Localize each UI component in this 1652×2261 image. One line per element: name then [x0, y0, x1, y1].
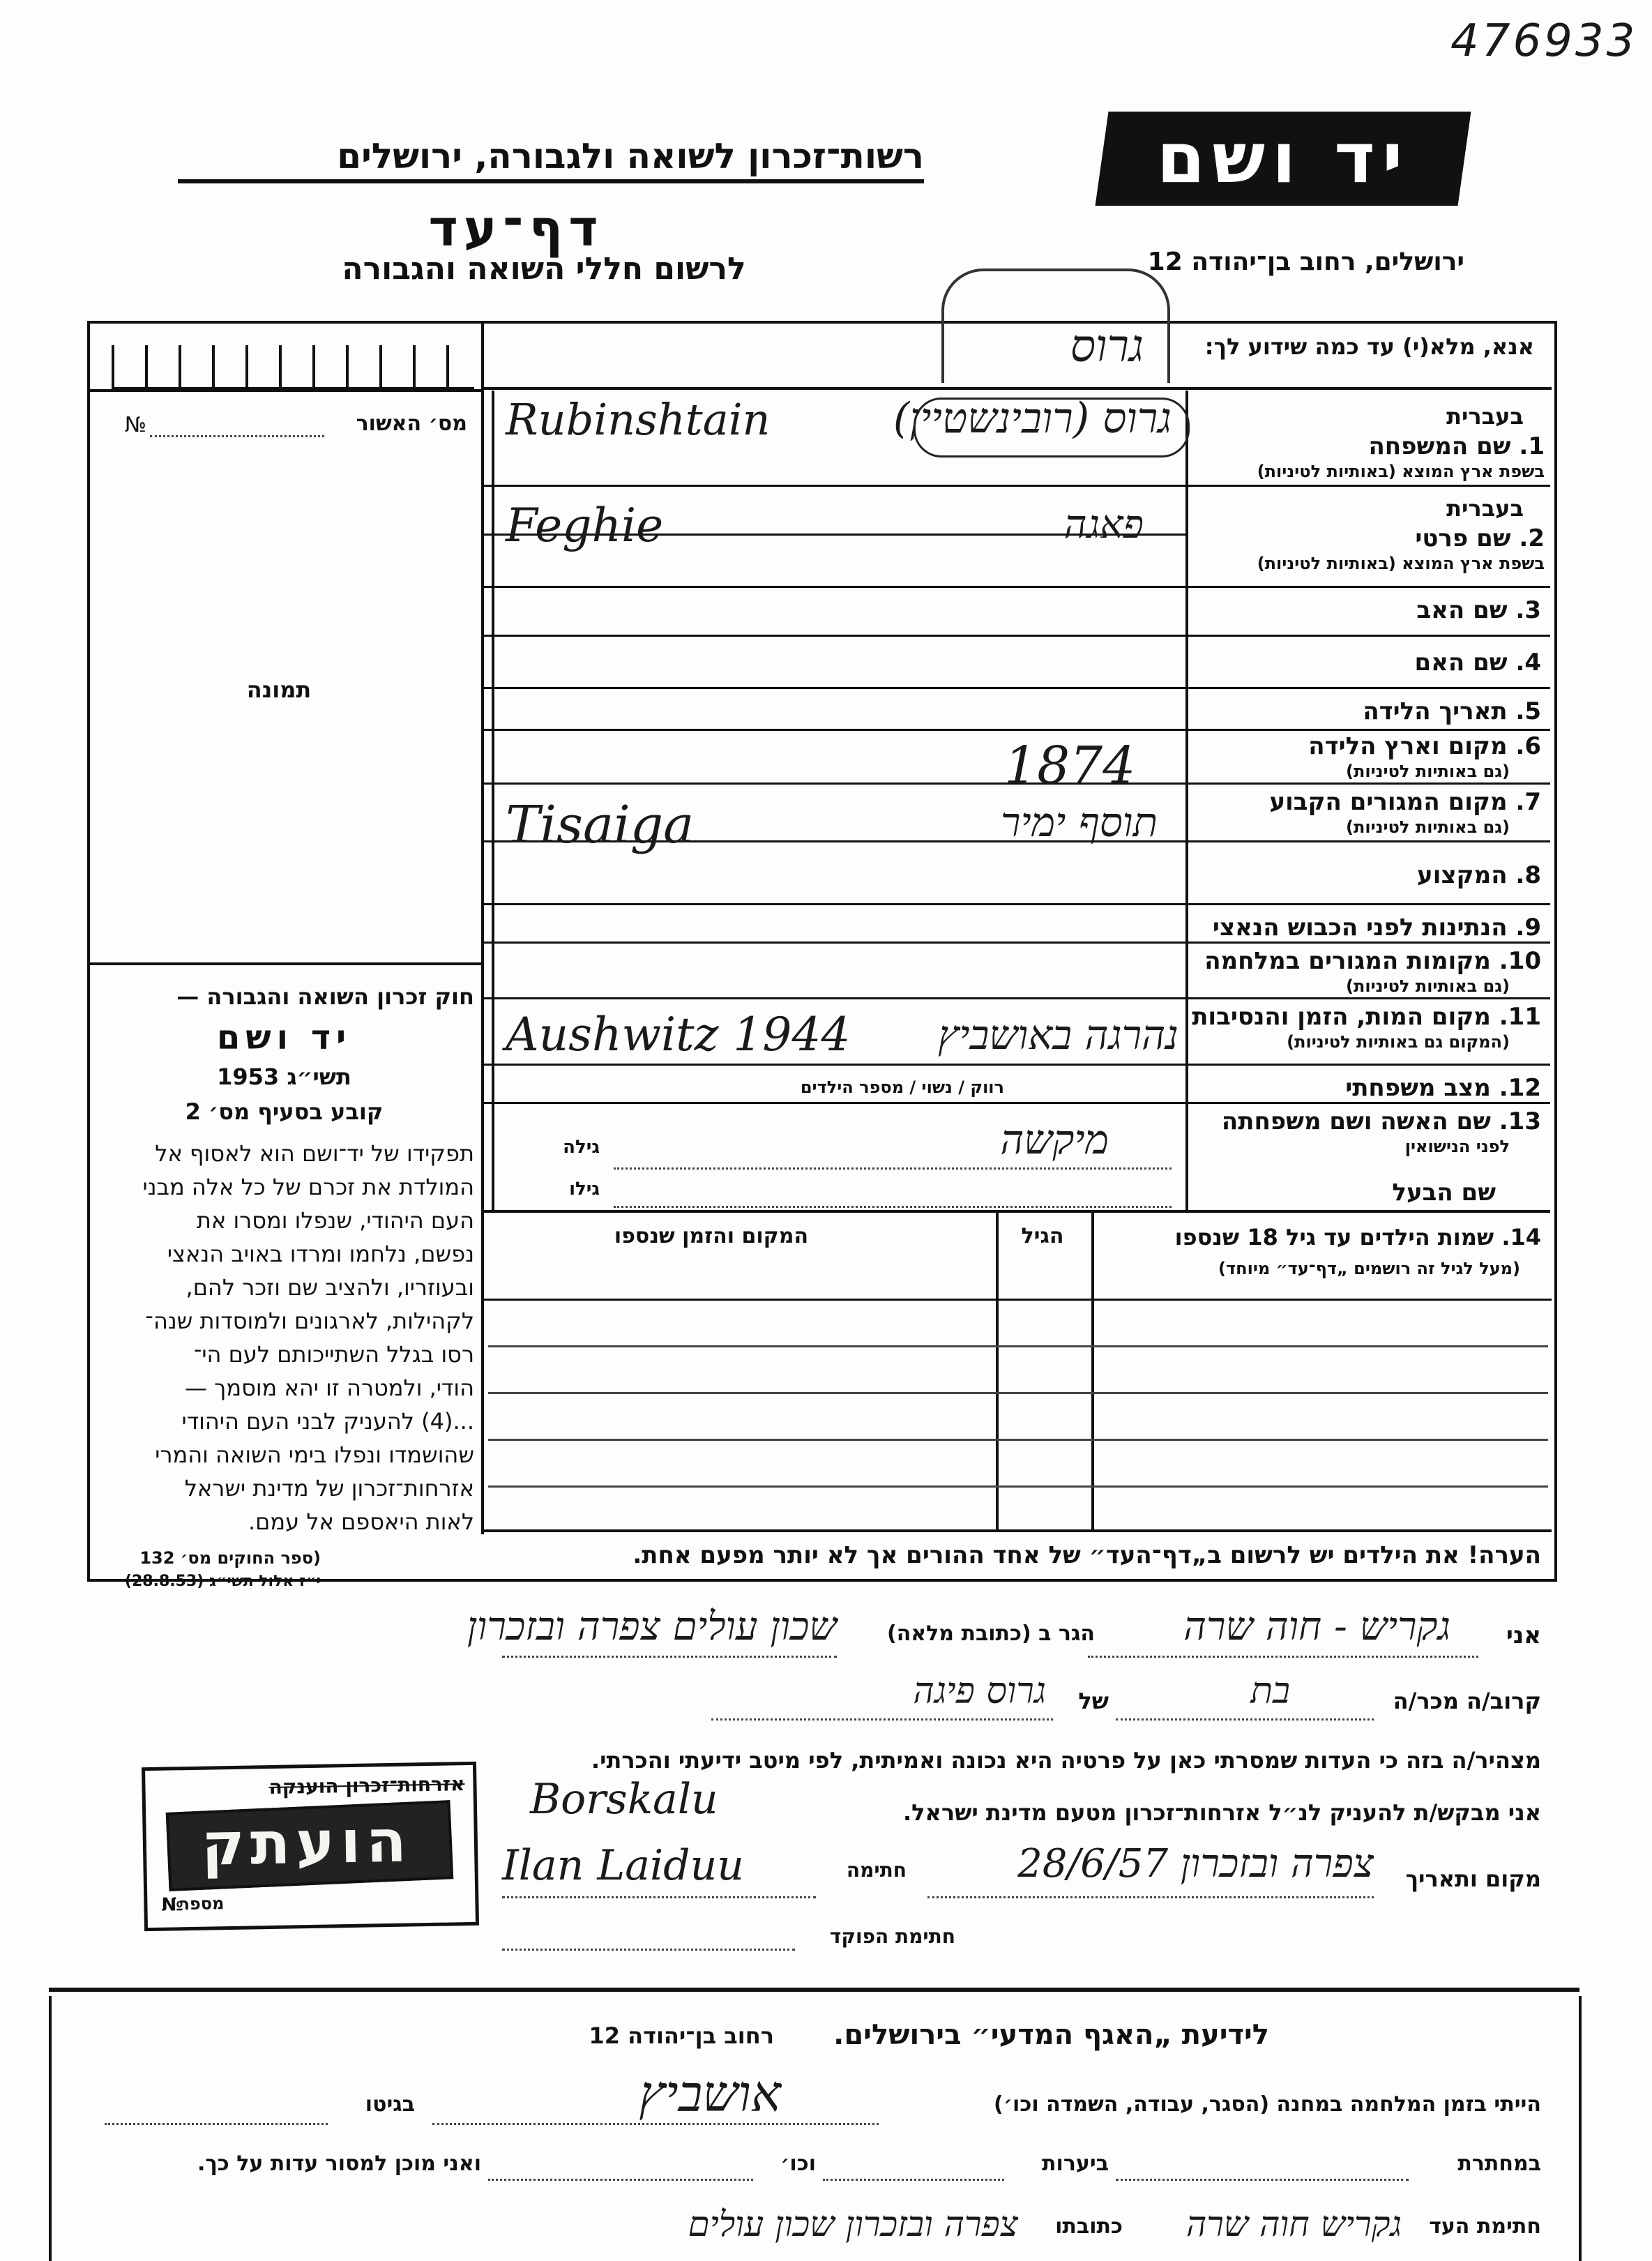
- law-line: רסו בגלל השתייכותם לעם הי־: [193, 1341, 474, 1368]
- value-column-left-border: [492, 391, 494, 1210]
- field-5-num: 5.: [1515, 697, 1541, 725]
- place-date-label: מקום ותאריך: [1405, 1866, 1541, 1892]
- declarant-name-field[interactable]: [1088, 1653, 1478, 1658]
- field-1-sub2: בעברית: [1446, 403, 1524, 430]
- hw-death-heb: נהרגה באושביץ: [938, 1011, 1179, 1059]
- field-4-text: שם האם: [1414, 649, 1508, 676]
- field-8-text: המקצוע: [1417, 861, 1508, 889]
- hw-birth-year: 1874: [1004, 736, 1136, 796]
- field-2-sub: בשפת ארץ המוצא (באותיות לטיניות): [1257, 554, 1545, 573]
- law-line: תפקידו של יד־ושם הוא לאסוף אל: [155, 1140, 474, 1167]
- hw-first-latin: Feghie: [506, 499, 664, 552]
- hw-of-name: גרוס פיגה: [913, 1670, 1046, 1712]
- corner-number: 476933: [1450, 15, 1638, 67]
- hw-surname-latin: Rubinshtain: [506, 394, 771, 445]
- field-10-text: מקומות המגורים במלחמה: [1204, 947, 1491, 975]
- surname-circle: [914, 398, 1190, 458]
- approval-ticks: [112, 345, 474, 390]
- ghetto-field[interactable]: [105, 2120, 328, 2125]
- forests-field[interactable]: [823, 2176, 1004, 2181]
- law-text: [94, 1137, 474, 1538]
- camp-line: הייתי בזמן המלחמה במחנה (הסגר, עבודה, השמדה וכו׳): [994, 2092, 1541, 2117]
- request-text: אני מבקש/ת להעניק לנ״ל אזרחות־זכרון מטעם מדינת ישראל.: [903, 1799, 1541, 1826]
- hw-signature-2: Ilan Laiduu: [502, 1841, 744, 1890]
- law-name: יד ושם: [216, 1018, 352, 1057]
- field-10-num: 10.: [1499, 947, 1541, 975]
- field-12-text: מצב משפחתי: [1345, 1074, 1491, 1102]
- camp-field[interactable]: [432, 2120, 879, 2125]
- field-13-text: שם האשה ושם משפחתה: [1221, 1107, 1491, 1135]
- law-ref-date: י״ז אלול תשי״ג (28.8.53): [124, 1573, 321, 1590]
- field-1-text: שם המשפחה: [1368, 432, 1511, 460]
- declarant-resides: הגר ב (כתובת מלאה): [886, 1621, 1095, 1646]
- underground-label: במחתרת: [1457, 2152, 1541, 2176]
- age-label: גילה: [563, 1137, 600, 1158]
- age-label-2: גילו: [569, 1179, 600, 1200]
- field-11-text: מקום המות, הזמן והנסיבות: [1192, 1003, 1491, 1031]
- hw-camp: אושביץ: [639, 2064, 781, 2123]
- law-line: ובעוזריו, ולהציב שם וזכר להם,: [185, 1274, 474, 1301]
- form-subtitle: לרשום חללי השואה והגבורה: [342, 251, 746, 287]
- approval-label: מס׳ האשור: [356, 411, 467, 436]
- field-5-text: תאריך הלידה: [1363, 697, 1508, 725]
- law-clause: קובע בסעיף מס׳ 2: [185, 1098, 384, 1125]
- field-8-num: 8.: [1515, 861, 1541, 889]
- field-2-text: שם פרטי: [1415, 524, 1511, 552]
- signature-field[interactable]: [502, 1893, 816, 1898]
- wife-name-field[interactable]: [614, 1165, 1172, 1170]
- declarant-ani: אני: [1506, 1621, 1541, 1649]
- officer-signature-label: חתימת הפוקד: [829, 1925, 955, 1948]
- children-label: 14. שמות הילדים עד גיל 18 שנספו: [1174, 1224, 1541, 1250]
- witness-sig-label: חתימת העד: [1429, 2214, 1541, 2239]
- law-line: העם היהודי, שנפלו ומסרו את: [196, 1207, 474, 1234]
- photo-bottom-rule: [87, 962, 483, 965]
- children-age-col: הגיל: [1021, 1224, 1064, 1248]
- stamp-num-label: מספר: [179, 1893, 225, 1914]
- hw-place-date: צפרה ובזכרון 28/6/57: [1017, 1841, 1374, 1886]
- law-line: לקהילות, לארגונים ולמוסדות שנה־: [145, 1308, 474, 1334]
- approval-number-field[interactable]: [150, 432, 324, 437]
- law-line: ...(4) להעניק לבני העם היהודי: [181, 1408, 474, 1435]
- hw-death: Aushwitz 1944: [506, 1008, 851, 1061]
- declarant-of: של: [1078, 1688, 1109, 1714]
- relation-field[interactable]: [1116, 1716, 1374, 1721]
- field-6-text: מקום וארץ הלידה: [1308, 732, 1508, 760]
- bottom-top-rule: [49, 1988, 1579, 1992]
- address-label: כתובתו: [1055, 2214, 1123, 2239]
- field-2-num: 2.: [1519, 524, 1545, 552]
- hw-declarant-name: גקריש - חוה שרה: [1183, 1604, 1450, 1649]
- law-ref: (ספר החוקים מס׳ 132: [139, 1548, 321, 1568]
- logo-text: יד ושם: [1156, 117, 1410, 199]
- stamp-big: הועתק: [201, 1806, 413, 1879]
- field-1-sub: בשפת ארץ המוצא (באותיות לטיניות): [1257, 462, 1545, 481]
- address: ירושלים, רחוב בן־יהודה 12: [1147, 248, 1464, 276]
- bottom-address: רחוב בן־יהודה 12: [589, 2022, 774, 2049]
- stamp-top: אזרחות־זכרון הוענקה: [268, 1772, 465, 1799]
- children-place-col: המקום והזמן שנספו: [614, 1224, 809, 1248]
- stamp: [142, 1762, 479, 1931]
- field-3-num: 3.: [1515, 596, 1541, 624]
- law-line: לאות היאספם אל עמם.: [248, 1508, 474, 1535]
- approval-no-mark: №: [124, 413, 146, 437]
- declarant-relative: קרוב/ה מכר/ה: [1393, 1688, 1541, 1714]
- law-line: שהושמדו ונפלו בימי השואה והמרי: [155, 1442, 474, 1468]
- form-title: דף־עד: [428, 199, 604, 257]
- note: הערה! את הילדים יש לרשום ב„דף־העד״ של אחד ההורים אך לא יותר מפעם אחת.: [632, 1541, 1541, 1569]
- law-year: תשי״ג 1953: [217, 1064, 351, 1090]
- field-7-text: מקום המגורים הקבוע: [1269, 788, 1508, 816]
- etc-label: וכו׳: [780, 2152, 816, 2176]
- field-7-sub: (גם באותיות לטיניות): [1346, 817, 1510, 837]
- ready-label: ואני מוכן למסור עדות על כך.: [197, 2152, 481, 2176]
- field-9-num: 9.: [1515, 914, 1541, 942]
- etc-field[interactable]: [488, 2176, 753, 2181]
- bottom-title: לידיעת „האגף המדעי״ בירושלים.: [833, 2019, 1269, 2051]
- field-2-sub2: בעברית: [1446, 495, 1524, 522]
- hw-witness: גקריש חוה שרה: [1185, 2204, 1402, 2244]
- field-7-num: 7.: [1515, 788, 1541, 816]
- underground-field[interactable]: [1116, 2176, 1409, 2181]
- left-top-rule: [87, 389, 483, 392]
- hw-witness-addr: צפרה ובזכרון שכון עולים: [688, 2204, 1018, 2244]
- law-line: נפשם, נלחמו ומרדו באויב הנאצי: [167, 1241, 474, 1267]
- hw-top-surname: גרוס: [1070, 321, 1144, 372]
- authority-title: רשות־זכרון לשואה ולגבורה, ירושלים: [178, 136, 924, 183]
- family-hint: רווק / נשוי / מספר הילדים: [800, 1077, 1004, 1097]
- declarant-addr-field[interactable]: [502, 1653, 837, 1658]
- field-12-num: 12.: [1499, 1074, 1541, 1102]
- hw-first-heb: פאגה: [1063, 502, 1144, 547]
- ghetto-label: בגיטו: [365, 2092, 415, 2117]
- photo-label: תמונה: [246, 676, 312, 703]
- field-13-num: 13.: [1499, 1107, 1541, 1135]
- hw-birth-heb: תוסף ימיר: [1001, 799, 1158, 846]
- law-title: חוק זכרון השואה והגבורה —: [176, 983, 474, 1010]
- children-rows[interactable]: [488, 1301, 1548, 1527]
- law-line: המולדת את זכרם של כל אלה מבני: [142, 1174, 474, 1200]
- hw-signature-1: Borskalu: [530, 1775, 718, 1824]
- field-3-text: שם האב: [1416, 596, 1508, 624]
- field-1-num: 1.: [1519, 432, 1545, 460]
- hw-birth-latin: Tisaiga: [506, 795, 695, 855]
- field-9-text: הנתינות לפני הכבוש הנאצי: [1212, 914, 1508, 942]
- hw-surname-heb: גרוס (רובינשטיין): [893, 394, 1172, 443]
- children-sub: (מעל לגיל זה רושמים „דף־עד״ מיוחד): [1218, 1259, 1520, 1278]
- declare-text: מצהיר/ה בזה כי העדות שמסרתי כאן על פרטיה היא נכונה ואמיתית, לפי מיטב ידיעתי והכרתי.: [591, 1747, 1541, 1774]
- husband-label: שם הבעל: [1392, 1179, 1496, 1207]
- stamp-num: №: [161, 1894, 183, 1916]
- field-13-sub: לפני הנישואין: [1404, 1137, 1510, 1156]
- intro-label: אנא, מלא(י) עד כמה שידוע לך:: [1204, 333, 1534, 360]
- of-name-field[interactable]: [711, 1716, 1053, 1721]
- field-6-sub: (גם באותיות לטיניות): [1346, 762, 1510, 781]
- hw-relation: בת: [1250, 1670, 1290, 1712]
- hw-husband: מיקשה: [1000, 1116, 1109, 1163]
- field-10-sub: (גם באותיות לטיניות): [1346, 976, 1510, 996]
- hw-declarant-addr: שכון עולים צפרה ובזכרון: [467, 1604, 837, 1649]
- field-11-num: 11.: [1499, 1003, 1541, 1031]
- place-date-field[interactable]: [927, 1893, 1374, 1898]
- field-4-num: 4.: [1515, 649, 1541, 676]
- officer-signature-field[interactable]: [502, 1946, 795, 1951]
- husband-field[interactable]: [614, 1203, 1172, 1208]
- law-line: אזרחות־זכרון של מדינת ישראל: [184, 1475, 474, 1502]
- field-6-num: 6.: [1515, 732, 1541, 760]
- children-bottom-rule: [483, 1529, 1552, 1532]
- law-line: הודי, ולמטרה זו יהא מוסמך —: [184, 1375, 474, 1401]
- field-11-sub: (המקום גם באותיות לטיניות): [1287, 1032, 1510, 1052]
- signature-label: חתימה: [846, 1859, 907, 1882]
- forests-label: ביערות: [1042, 2152, 1109, 2176]
